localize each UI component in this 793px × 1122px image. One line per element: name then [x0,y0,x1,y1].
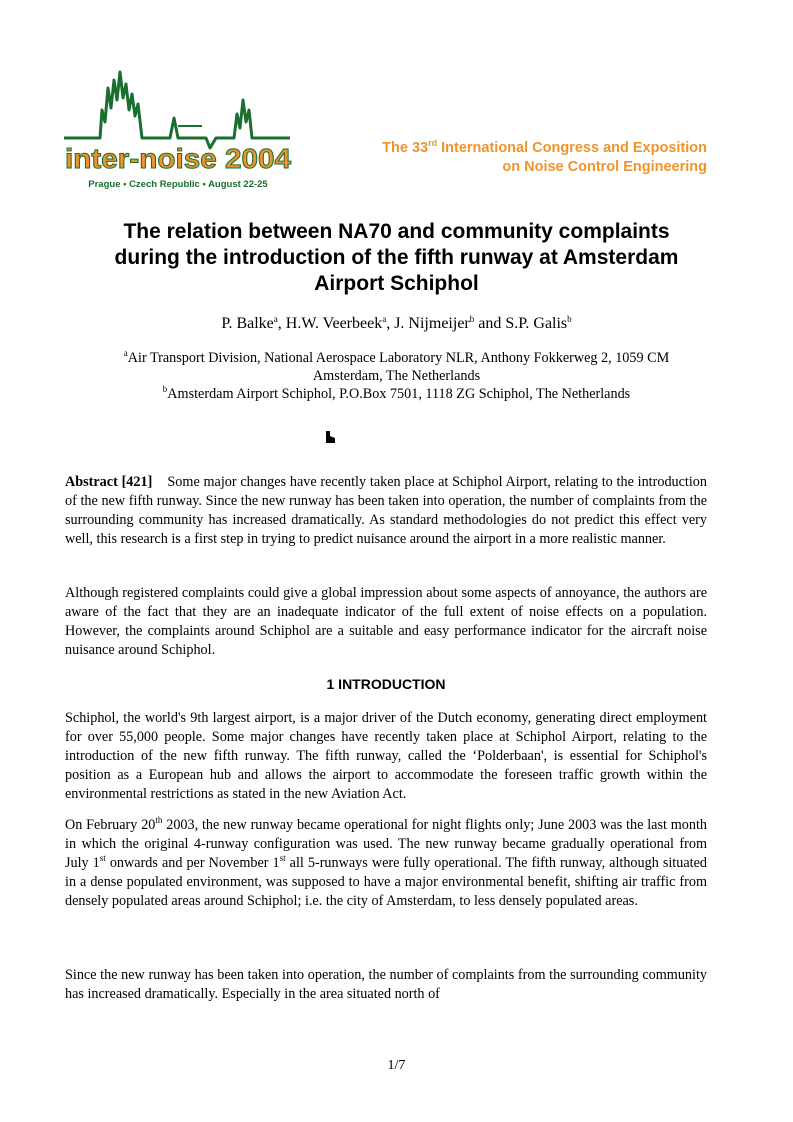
logo-wordmark: inter-noise 2004 [65,143,292,174]
affiliations [60,349,733,403]
affiliation-line: $^a$Air Transport Division, National Aerospace Laboratory NLR, Anthony Fokkerweg 2, 1059 CM [123,348,670,366]
author-list: P. Balke$^a$, H.W. Veerbeek$^a$, J. Nijmeijer$^b$ and S.P. Galis$^b$ [221,314,572,332]
logo-location: Prague • Czech Republic • August 22-25 [88,179,268,190]
affiliation-line: Amsterdam, The Netherlands [312,368,481,384]
internoise-logo [62,70,294,192]
author-name: P. Balke [221,315,274,332]
congress-header [287,139,707,177]
title-line: during the introduction of the fifth runway at Amsterdam [114,246,679,269]
intro-paragraph-3: Since the new runway has been taken into operation, the number of complaints from the surrounding community has increased dramatically. Especially in the area situated north of [65,967,707,1002]
cursor-mark-icon [325,430,336,442]
affiliation-line: $^b$Amsterdam Airport Schiphol, P.O.Box 7501, 1118 ZG Schiphol, The Netherlands [162,384,631,402]
paragraph-2: Although registered complaints could give a global impression about some aspects of annoyance, the authors are aware of the fact that they are an inadequate indicator of the full extent of noise effects on a population. However, the complaints around Schiphol are a suitable and easy performance indicator for the aircraft noise nuisance around Schiphol. [65,585,707,658]
title-line: The relation between NA70 and community complaints [123,220,670,243]
abstract-paragraph [65,473,707,549]
section-heading-introduction: 1 INTRODUCTION [326,676,446,692]
author-name: H.W. Veerbeek [285,315,383,332]
congress-line-1: The 33rd International Congress and Exposition [382,138,707,156]
author-name: J. Nijmeijer [394,315,470,332]
paper-title [60,219,733,297]
page-number: 1/7 [387,1058,406,1073]
author-name: S.P. Galis [505,315,568,332]
intro-paragraph-2: On February 20th 2003, the new runway became operational for night flights only; June 2003 was the last month in which the original 4-runway configuration was used. The new runway became gradually operational from July 1st onwards and per November 1st all 5-runways were fully operational. The fifth runway, although situated in a dense populated environment, was supposed to have a major environmental benefit, shifting air traffic from densely populated areas around Schiphol; i.e. the city of Amsterdam, to less densely populated areas. [65,815,707,909]
intro-paragraph-1: Schiphol, the world's 9th largest airport, is a major driver of the Dutch economy, generating direct employment for over 55,000 people. Some major changes have recently taken place at Schiphol Airport, relating to the introduction of the new fifth runway. The fifth runway, called the ‘Polderbaan', is essential for Schiphol's position as a European hub and allows the airport to accommodate the foreseen traffic growth within the environmental restrictions as stated in the new Aviation Act. [65,710,707,802]
abstract-label: Abstract [421] [65,474,153,490]
abstract-text: Some major changes have recently taken place at Schiphol Airport, relating to the introduction of the new fifth runway. Since the new runway has been taken into operation, the number of complaints from the surrounding community has increased dramatically. As standard methodologies do not predict this effect very well, this research is a first step in trying to predict nuisance around the airport in a more realistic manner. [65,474,707,547]
skyline-logo-icon [62,70,294,192]
congress-line-2: on Noise Control Engineering [502,159,707,175]
title-line: Airport Schiphol [314,272,479,295]
